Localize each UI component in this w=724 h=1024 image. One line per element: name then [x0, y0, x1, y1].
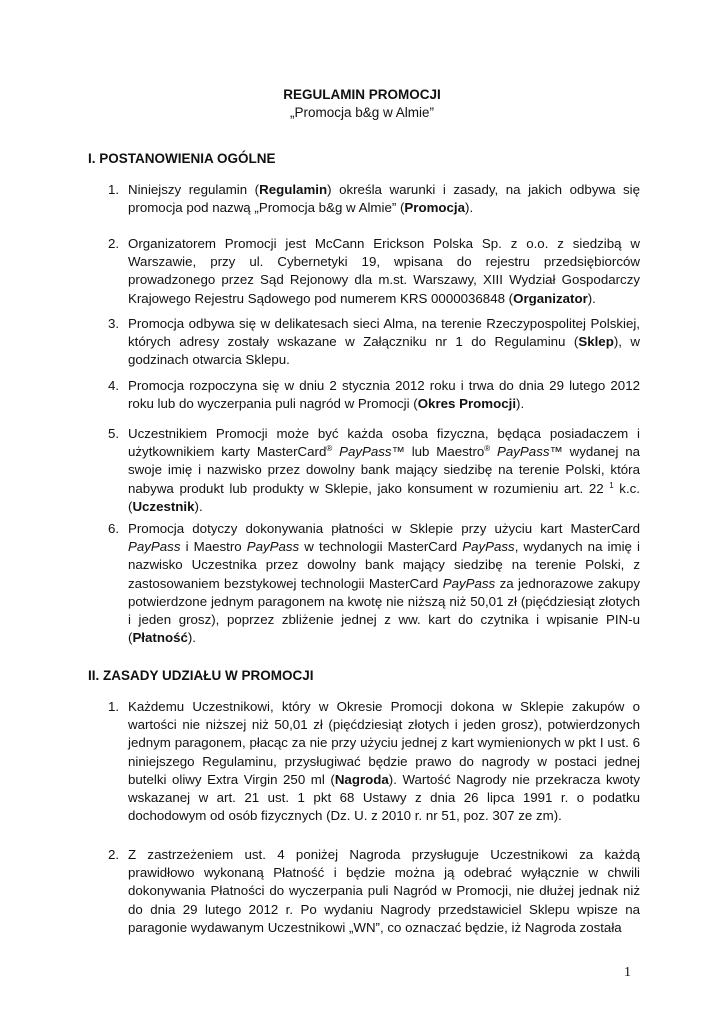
page-number: 1: [624, 965, 631, 980]
item-text: Promocja dotyczy dokonywania płatności w Sklepie przy użyciu kart MasterCard PayPass i Maestro PayPass w technologii MasterCard PayPass, wydanych na imię i nazwisko Uczestnika przez dowolny bank mający siedzibę na terenie Polski, z zastosowaniem bezstykowej technologii MasterCard PayPass za jednorazowe zakupy potwierdzone jednym paragonem na kwotę nie niższą niż 50,01 zł (pięćdziesiąt złotych i jeden grosz), poprzez zbliżenie jednej z ww. kart do czytnika i wpisanie PIN-u (Płatność).: [128, 521, 640, 646]
item-number: 1.: [108, 182, 120, 197]
list-item: [108, 377, 640, 413]
list-item: [108, 181, 640, 217]
list-item: [108, 698, 640, 825]
document-subtitle: „Promocja b&g w Almie”: [289, 105, 435, 120]
item-text: Promocja odbywa się w delikatesach sieci Alma, na terenie Rzeczypospolitej Polskiej, których adresy zostały wskazane w Załączniku nr 1 do Regulaminu (Sklep), w godzinach otwarcia Sklepu.: [128, 316, 641, 368]
item-number: 5.: [108, 426, 120, 441]
list-item: [108, 235, 640, 308]
document-title: REGULAMIN PROMOCJI: [283, 87, 441, 102]
section-heading-participation: II. ZASADY UDZIAŁU W PROMOCJI: [88, 668, 314, 683]
item-number: 1.: [108, 699, 120, 714]
item-text: Każdemu Uczestnikowi, który w Okresie Promocji dokona w Sklepie zakupów o wartości nie niższej niż 50,01 zł (pięćdziesiąt złotych i jeden grosz), potwierdzonych jednym paragonem, płacąc za nie przy użyciu jednej z kart wymienionych w pkt I ust. 6 niniejszego Regulaminu, przysługiwać będzie prawo do nagrody w postaci jednej butelki oliwy Extra Virgin 250 ml (Nagroda). Wartość Nagrody nie przekracza kwoty wskazanej w art. 21 ust. 1 pkt 68 Ustawy z dnia 26 lipca 1991 r. o podatku dochodowym od osób fizycznych (Dz. U. z 2010 r. nr 51, poz. 307 ze zm).: [128, 699, 641, 824]
list-item: [108, 520, 640, 647]
list-item: [108, 846, 640, 937]
item-number: 4.: [108, 378, 120, 393]
item-number: 2.: [108, 236, 120, 251]
item-text: Niniejszy regulamin (Regulamin) określa warunki i zasady, na jakich odbywa się promocja pod nazwą „Promocja b&g w Almie” (Promocja).: [128, 182, 641, 216]
list-item: [108, 315, 640, 370]
item-text: Promocja rozpoczyna się w dniu 2 stycznia 2012 roku i trwa do dnia 29 lutego 2012 roku lub do wyczerpania puli nagród w Promocji (Okres Promocji).: [128, 378, 640, 412]
list-item: [108, 425, 640, 516]
item-number: 2.: [108, 847, 120, 862]
section-heading-general: I. POSTANOWIENIA OGÓLNE: [88, 151, 276, 166]
item-text: Uczestnikiem Promocji może być każda osoba fizyczna, będąca posiadaczem i użytkownikiem karty MasterCard® PayPass™ lub Maestro® PayPass™ wydanej na swoje imię i nazwisko przez dowolny bank mający siedzibę na terenie Polski, która nabywa produkt lub produkty w Sklepie, jako konsument w rozumieniu art. 22 $^1$ k.c. (Uczestnik).: [128, 426, 640, 514]
item-number: 3.: [108, 316, 120, 331]
item-text: Z zastrzeżeniem ust. 4 poniżej Nagroda przysługuje Uczestnikowi za każdą prawidłowo wykonaną Płatność i będzie można ją odebrać wyłącznie w chwili dokonywania Płatności do wyczerpania puli Nagród w Promocji, nie dłużej jednak niż do dnia 29 lutego 2012 r. Po wydaniu Nagrody przedstawiciel Sklepu wpisze na paragonie wydawanym Uczestnikowi „WN”, co oznaczać będzie, iż Nagroda została: [128, 847, 640, 935]
item-number: 6.: [108, 521, 120, 536]
item-text: Organizatorem Promocji jest McCann Erickson Polska Sp. z o.o. z siedzibą w Warszawie, przy ul. Cybernetyki 19, wpisana do rejestru przedsiębiorców prowadzonego przez Sąd Rejonowy dla m.st. Warszawy, XIII Wydział Gospodarczy Krajowego Rejestru Sądowego pod numerem KRS 0000036848 (Organizator).: [128, 236, 640, 306]
